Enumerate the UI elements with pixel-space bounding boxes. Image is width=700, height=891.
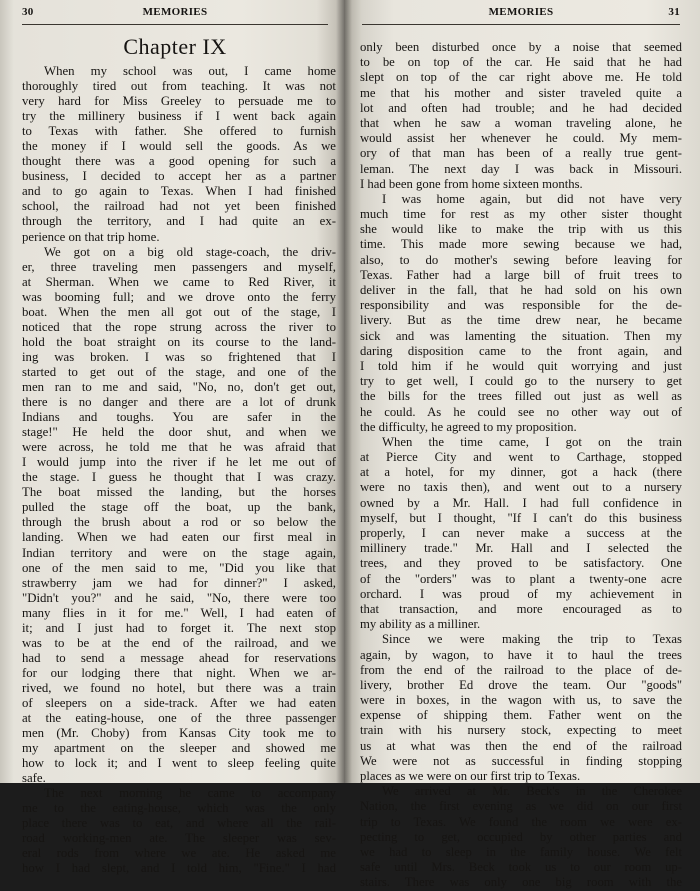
text-line: also, to do mother's sewing before leaving for <box>360 252 682 267</box>
text-line: how I had slept, and I told him, "Fine." I had <box>22 861 336 876</box>
text-line: it; and I just had to forget it. The next stop <box>22 620 336 635</box>
left-running-title: MEMORIES <box>142 6 208 18</box>
text-line: business, I decided to accept her as a partner <box>22 169 336 184</box>
text-line: stairs. There was only one big room with the <box>360 875 682 890</box>
text-line: men (Mr. Choby) from Kansas City took me to <box>22 726 336 741</box>
text-line: had to send a message ahead for reservations <box>22 650 336 665</box>
text-line: pulled the stage off the boat, up the bank, <box>22 500 336 515</box>
text-line: to be on top of the car. He said that he had <box>360 55 682 70</box>
text-line: at Sherman. When we came to Red River, it <box>22 274 336 289</box>
text-line: me to the eating-house, which was the only <box>22 801 336 816</box>
right-page-body <box>360 40 682 891</box>
text-line: properly, I can never make a success at the <box>360 526 682 540</box>
text-line: trip to Texas. We found the room we were ex- <box>360 814 682 829</box>
text-line: strawberry jam we had for dinner?" I asked, <box>22 575 336 590</box>
text-line: he could. As he could see no other way out of <box>360 404 682 419</box>
text-line: landing. When we had eaten our first meal in <box>22 530 336 545</box>
text-line: thought there was a good opening for such a <box>22 154 336 169</box>
text-line: from the end of the railroad to the place of de- <box>360 662 682 677</box>
text-line: try to get well, I could go to the nursery to get <box>360 374 682 389</box>
text-line: Nation, the first evening as we did on our first <box>360 799 682 814</box>
text-line: many flies in it for me." Well, I had eaten of <box>22 605 336 620</box>
text-line: time. This made more sewing because we had, <box>360 237 682 252</box>
right-running-title: MEMORIES <box>488 6 554 18</box>
text-line: my ability as a milliner. <box>360 617 481 632</box>
text-line: that transaction, and more encouraged as to <box>360 601 682 616</box>
text-line: orchard. I was proud of my achievement in <box>360 586 682 601</box>
right-page <box>344 0 700 890</box>
text-line: was booming full; and we drove onto the ferry <box>22 289 336 304</box>
text-line: there is no danger and there are a lot of drunk <box>22 395 336 410</box>
chapter-title: Chapter IX <box>123 34 227 59</box>
text-line: were in boxes, in the wagon with us, to save the <box>360 693 682 708</box>
text-line: place there was to eat, and where all the rail- <box>22 816 336 831</box>
text-line: sick and was lamenting the situation. Then my <box>360 328 682 343</box>
text-line: "Didn't you?" and he said, "No, there were too <box>22 590 336 605</box>
text-line: stage!" He held the door shut, and when we <box>22 425 336 440</box>
text-line: the money if I would sell the goods. As we <box>22 139 336 154</box>
text-line: expense of shipping them. Father went on the <box>360 708 682 723</box>
text-line: millinery trade." Mr. Hall and I selected the <box>360 541 682 556</box>
right-page-number: 31 <box>668 6 680 18</box>
text-line: at a hotel, for my dinner, got a hack (there <box>360 465 682 480</box>
text-line: When my school was out, I came home <box>44 64 336 78</box>
text-line: noticed that the rope strung across the river to <box>22 319 336 334</box>
text-line: my apartment on the sleeper and showed me <box>22 741 336 756</box>
text-line: pecting to get, occupied by other parties and <box>360 829 682 844</box>
text-line: she would like to make the trip with us this <box>360 222 682 237</box>
text-line: and to go again to Texas. When I had finished <box>22 184 336 199</box>
text-line: thoroughly tired out from teaching. It was not <box>22 79 336 94</box>
text-line: the difficulty, he agreed to my proposition. <box>360 419 577 434</box>
text-line: the bills for the trees filled out just as well as <box>360 389 682 404</box>
text-line: Indian territory and were on the stage again, <box>22 545 336 560</box>
text-line: how to lock it; and I went to sleep feeling quite <box>22 756 336 771</box>
text-line: were no taxis then), and went out to a nursery <box>360 480 682 495</box>
text-line: places as we were on our first trip to Texas. <box>360 769 581 783</box>
text-line: ing was broken. I was so frightened that I <box>22 349 336 364</box>
text-line: I told him if he would quit worrying and just <box>360 358 682 373</box>
text-line: We were not as successful in finding stopping <box>360 753 682 768</box>
text-line: I had been gone from home sixteen months. <box>360 176 583 191</box>
text-line: me that his mother and sister traveled quite a <box>360 85 682 100</box>
text-line: through the territory, and I had quite an ex- <box>22 214 336 229</box>
text-line: deliver in the fall, that he had sold on his own <box>360 283 682 297</box>
right-running-header <box>362 6 680 22</box>
text-line: started to get out of the stage, and one of the <box>22 364 336 379</box>
text-line: owned by a Mr. Hall. I had full confidence in <box>360 495 682 510</box>
text-line: trees, and they proved to be satisfactory. One <box>360 556 682 571</box>
text-line: for our lodging there that night. When we ar- <box>22 665 336 680</box>
text-line: safe until Mrs. Beck took us to our room up- <box>360 860 682 875</box>
text-line: safe. <box>22 771 46 786</box>
text-line: at Pierce City and went to Carthage, stopped <box>360 450 682 465</box>
right-header-rule <box>362 24 680 25</box>
text-line: I would jump into the river if he let me out of <box>22 455 336 470</box>
text-line: rived, we found no hotel, but there was a train <box>22 680 336 695</box>
text-line: Texas. Father had a large bill of fruit trees to <box>360 267 682 282</box>
text-line: men ran to me and said, "No, no, don't get out, <box>22 379 336 394</box>
text-line: train with his nursery stock, expecting to meet <box>360 723 682 738</box>
text-line: I was home again, but did not have very <box>382 191 682 206</box>
text-line: that when he saw a woman traveling alone, he <box>360 115 682 130</box>
text-line: livery. But as the time drew near, he became <box>360 313 682 328</box>
text-line: to Texas with father. She offered to furnish <box>22 124 336 139</box>
text-line: myself, but I thought, "If I can't do this business <box>360 510 682 525</box>
text-line: only been disturbed once by a noise that seemed <box>360 40 682 54</box>
text-line: were across, he told me that he was afraid that <box>22 440 336 455</box>
text-line: we had to sleep in the family house. We felt <box>360 844 682 859</box>
left-page <box>0 0 344 876</box>
text-line: would assist her whenever he could. My mem- <box>360 131 682 146</box>
left-running-header <box>22 6 328 22</box>
left-header-rule <box>22 24 328 25</box>
text-line: Since we were making the trip to Texas <box>382 632 682 647</box>
text-line: We got on a big old stage-coach, the driv- <box>44 244 336 259</box>
text-line: road working-men ate. The sleeper was sev- <box>22 831 336 846</box>
text-line: The boat missed the landing, but the horses <box>22 485 336 500</box>
text-line: through the brush about a rod or so below the <box>22 515 336 530</box>
text-line: ory of that man has been of a really true gent- <box>360 146 682 161</box>
text-line: leman. The next day I was back in Missouri. <box>360 161 682 176</box>
text-line: was to be at the end of the railroad, and we <box>22 635 336 650</box>
text-line: try the millinery business if I went back again <box>22 109 336 124</box>
text-line: much time for rest as my other sister thought <box>360 207 682 222</box>
text-line: The next morning he came to accompany <box>44 786 336 801</box>
text-line: the stage. I guess he thought that I was crazy. <box>22 470 336 485</box>
left-page-body <box>22 64 336 877</box>
text-line: school, the railroad had not yet been finished <box>22 199 336 214</box>
text-line: very hard for Miss Greeley to persuade me to <box>22 94 336 109</box>
text-line: eral rods from where we ate. He asked me <box>22 846 336 861</box>
text-line: er, three traveling men passengers and myself, <box>22 259 336 274</box>
text-line: at the eating-house, one of the three passenger <box>22 711 336 726</box>
text-line: Indians and toughs. You are safer in the <box>22 410 336 425</box>
text-line: lot and often had trouble; and he had decided <box>360 100 682 115</box>
text-line: perience on that trip home. <box>22 229 160 244</box>
text-line: again, by wagon, to have it to haul the trees <box>360 647 682 662</box>
text-line: slept on top of the car right above me. He told <box>360 70 682 85</box>
text-line: daring disposition came to the front again, and <box>360 343 682 358</box>
text-line: responsibility and was responsible for the de- <box>360 298 682 313</box>
text-line: We arrived at Mr. Beck's in the Cherokee <box>382 784 682 799</box>
text-line: When the time came, I got on the train <box>382 434 682 449</box>
text-line: us at what was then the end of the railroad <box>360 738 682 753</box>
text-line: boat. When the men all got out of the stage, I <box>22 304 336 319</box>
text-line: one of the men said to me, "Did you like that <box>22 560 336 575</box>
text-line: livery, brother Ed drove the team. Our "goods" <box>360 677 682 692</box>
text-line: of sleepers on a side-track. After we had eaten <box>22 695 336 710</box>
text-line: hold the boat straight on its course to the land- <box>22 334 336 349</box>
text-line: of the "orders" was to plant a twenty-one acre <box>360 571 682 586</box>
left-page-number: 30 <box>22 6 34 18</box>
